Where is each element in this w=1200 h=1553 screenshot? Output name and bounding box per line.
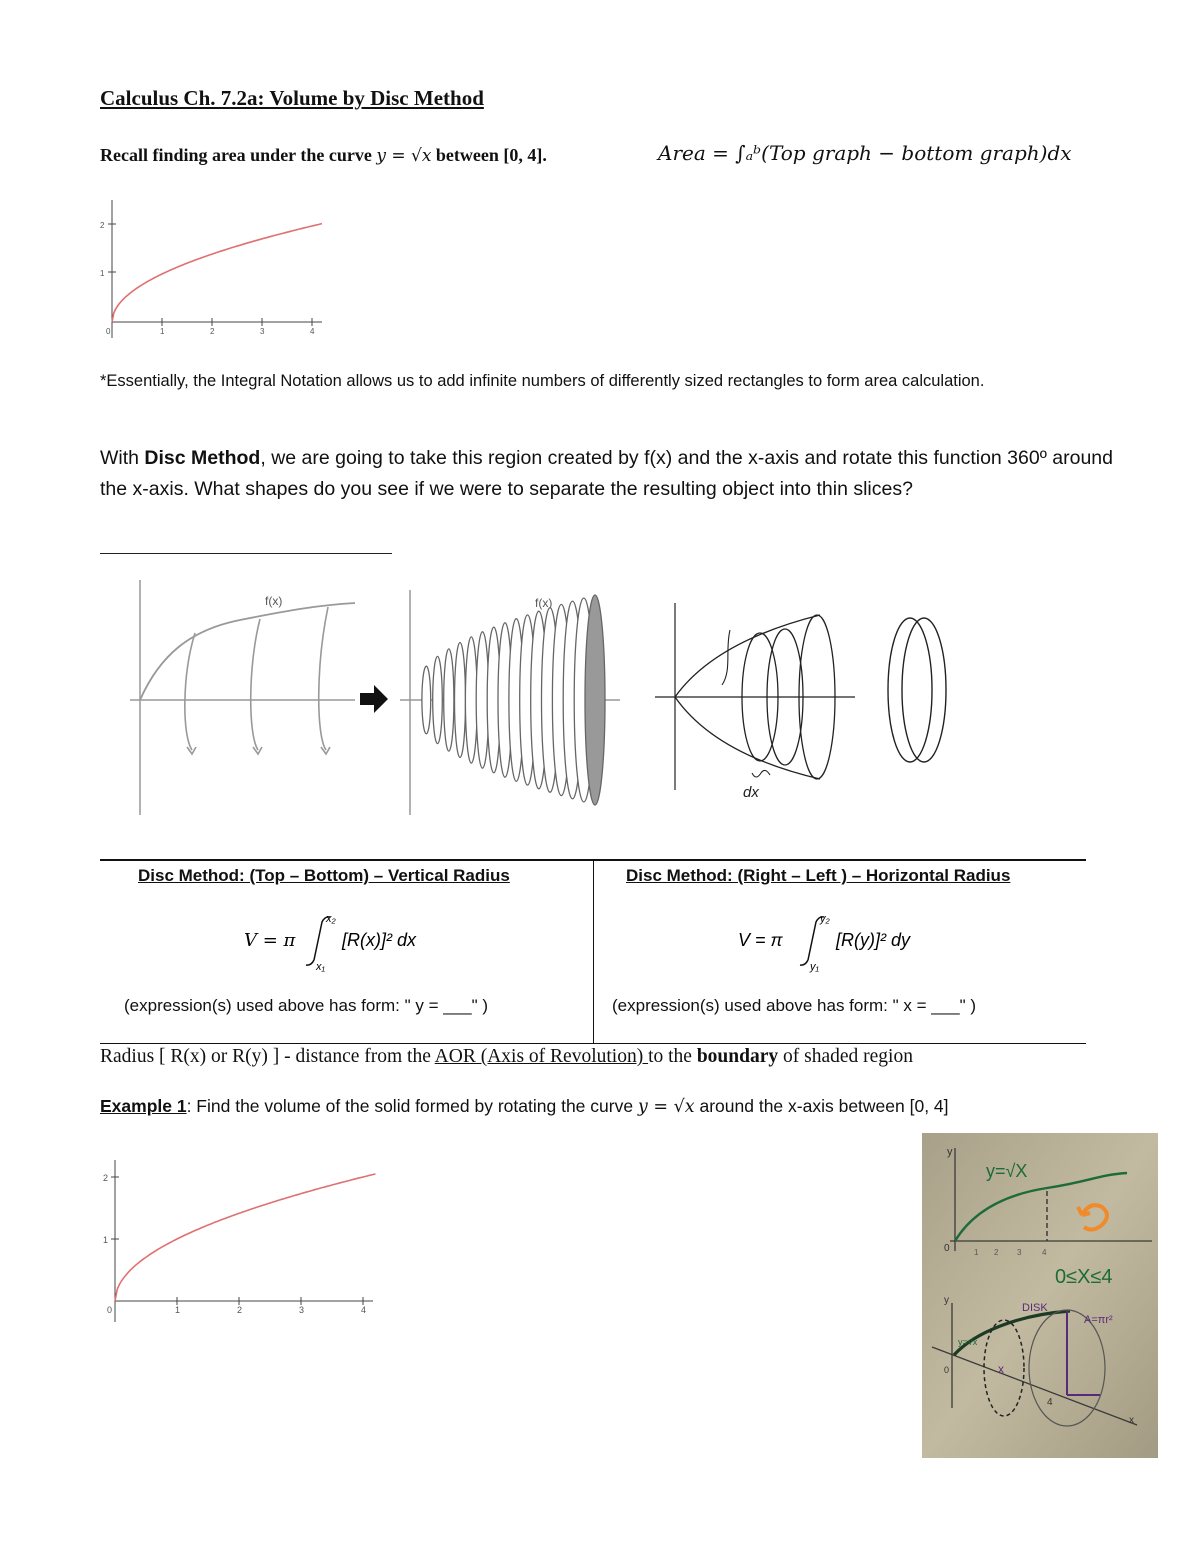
single-disc-front	[888, 618, 932, 762]
radius-p3: of shaded region	[778, 1046, 913, 1067]
g2-tick-x-1: 1	[175, 1305, 181, 1315]
fx-label-middle: f(x)	[535, 596, 553, 610]
g2-tick-x-2: 2	[237, 1305, 243, 1315]
disc-slice	[455, 643, 466, 758]
left-formula	[236, 908, 496, 978]
tick-x-1: 1	[160, 327, 165, 336]
photo-tick-4: 4	[1042, 1248, 1047, 1257]
left-lower: x₁	[316, 961, 325, 973]
example-1	[100, 1096, 949, 1117]
photo-lower-curve: y=√x	[958, 1337, 978, 1347]
recall-text	[100, 145, 547, 166]
right-header: Disc Method: (Right – Left ) – Horizontal Radius	[626, 866, 1011, 885]
single-disc-back	[902, 618, 946, 762]
right-lower: y₁	[810, 961, 819, 973]
rotation-arrow-2	[251, 619, 262, 754]
g2-tick-x-0: 0	[107, 1305, 113, 1315]
photo-area-label: A=πr²	[1084, 1314, 1113, 1326]
disc-stack	[422, 595, 605, 805]
table-bottom-border	[100, 1043, 1086, 1044]
disc-slice	[444, 649, 454, 751]
dx-label: dx	[743, 784, 759, 801]
fx-curve-panel1	[140, 603, 355, 700]
tick-y-2: 2	[100, 221, 105, 230]
tick-x-2: 2	[210, 327, 215, 336]
right-formula	[732, 908, 992, 978]
rotation-arrow-1	[185, 633, 196, 754]
page-title: Calculus Ch. 7.2a: Volume by Disc Method	[100, 86, 484, 110]
svg-text:V = π: V = π	[738, 930, 783, 950]
disc-slice	[433, 656, 443, 743]
sqrt-curve-2	[115, 1174, 375, 1301]
left-form-note: (expression(s) used above has form: " y = ___" )	[124, 996, 489, 1015]
svg-text:V = π: V = π	[244, 930, 296, 951]
photo-x-mark: x	[998, 1362, 1004, 1376]
area-formula: Area = ∫ₐᵇ(Top graph − bottom graph)dx	[658, 141, 1072, 165]
essentially-note: *Essentially, the Integral Notation allows us to add infinite numbers of differently sized rectangles to form area calculation.	[100, 372, 985, 390]
disc-slice	[465, 637, 477, 763]
photo-tick-1: 1	[974, 1248, 979, 1257]
disc-p2: , we are going to take this region created by f(x) and the x-axis and rotate this function 360º around the x-axis. What shapes do you see if we were to separate the resulting object into thin slices?	[100, 447, 1113, 500]
photo-disk-label: DISK	[1022, 1302, 1048, 1314]
g2-tick-y-1: 1	[103, 1235, 109, 1245]
right-arrow-icon	[360, 685, 388, 713]
rotation-arrow-3	[319, 607, 330, 754]
sqrt-curve-1	[112, 224, 322, 322]
radius-p2: to the	[648, 1046, 697, 1067]
example-label: Example 1	[100, 1096, 187, 1116]
sqrt-graph-2	[95, 1150, 385, 1330]
disc-bold: Disc Method	[144, 447, 261, 469]
recall-before: Recall finding area under the curve	[100, 145, 377, 165]
radius-bold: boundary	[696, 1046, 779, 1067]
disc-p1: With	[100, 447, 145, 469]
tick-x-3: 3	[260, 327, 265, 336]
photo-four: 4	[1047, 1397, 1053, 1408]
disc-paragraph	[100, 443, 1140, 505]
right-form-note: (expression(s) used above has form: " x = ___" )	[612, 996, 977, 1015]
example-text2: around the x-axis between [0, 4]	[694, 1096, 949, 1116]
disc-slice	[422, 666, 431, 734]
photo-x-axis: x	[1129, 1415, 1134, 1426]
photo-lower-y: y	[944, 1295, 949, 1306]
disc-slice	[585, 595, 605, 805]
left-upper: x₂	[326, 913, 336, 925]
photo-tick-2: 2	[994, 1248, 999, 1257]
fx-label-left: f(x)	[265, 594, 283, 608]
answer-blank-line[interactable]	[100, 553, 392, 554]
tick-y-1: 1	[100, 269, 105, 278]
g2-tick-x-3: 3	[299, 1305, 305, 1315]
whiteboard-photo	[922, 1133, 1158, 1458]
photo-y-axis: y	[947, 1146, 953, 1158]
left-header: Disc Method: (Top – Bottom) – Vertical Radius	[138, 866, 510, 885]
photo-range: 0≤X≤4	[1055, 1266, 1113, 1288]
photo-tick-3: 3	[1017, 1248, 1022, 1257]
g2-tick-x-4: 4	[361, 1305, 367, 1315]
photo-lower-zero: 0	[944, 1365, 950, 1375]
svg-text:[R(y)]² dy: [R(y)]² dy	[836, 930, 910, 950]
right-upper: y₂	[820, 913, 830, 925]
rotation-diagram	[120, 575, 970, 825]
tick-x-0: 0	[106, 327, 111, 336]
table-divider	[593, 860, 594, 1043]
example-text: : Find the volume of the solid formed by rotating the curve	[186, 1096, 638, 1116]
radius-p1: Radius [ R(x) or R(y) ] - distance from the	[100, 1046, 435, 1067]
photo-zero: 0	[944, 1243, 950, 1254]
photo-curve-label: y=√X	[986, 1161, 1028, 1181]
radius-definition	[100, 1046, 913, 1068]
recall-curve: y = √x	[376, 146, 432, 166]
svg-text:[R(x)]² dx: [R(x)]² dx	[342, 930, 416, 950]
sqrt-graph-1	[90, 190, 335, 345]
example-curve: y = √x	[637, 1097, 695, 1117]
recall-after: between [0, 4].	[431, 145, 547, 165]
tick-x-4: 4	[310, 327, 315, 336]
g2-tick-y-2: 2	[103, 1173, 109, 1183]
radius-aor: AOR (Axis of Revolution)	[434, 1046, 649, 1067]
